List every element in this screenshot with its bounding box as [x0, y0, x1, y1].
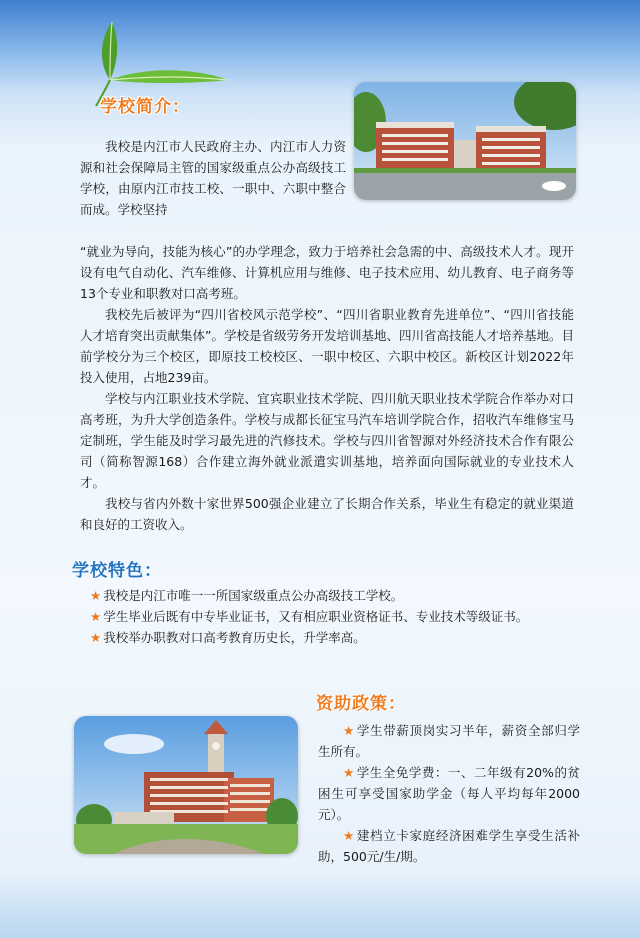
intro-paragraph-4: 我校与省内外数十家世界500强企业建立了长期合作关系，毕业生有稳定的就业渠道和良好的工资收入。	[80, 496, 574, 532]
intro-body	[80, 241, 574, 535]
intro-paragraph-1: “就业为导向，技能为核心”的办学理念，致力于培养社会急需的中、高级技术人才。现开设有电气自动化、汽车维修、计算机应用与维修、电子技术应用、幼儿教育、电子商务等13个专业和职教对口高考班。	[80, 244, 574, 301]
star-icon: ★	[90, 630, 102, 645]
aid-title: 资助政策：	[316, 694, 406, 714]
intro-text-top: 我校是内江市人民政府主办、内江市人力资源和社会保障局主管的国家级重点公办高级技工学校，由原内江市技工校、一职中、六职中整合而成。学校坚持	[80, 139, 346, 217]
feature-item: ★ 学生毕业后既有中专毕业证书，又有相应职业资格证书、专业技术等级证书。	[90, 609, 529, 624]
aid-list	[318, 720, 580, 867]
star-icon: ★	[343, 723, 355, 738]
feature-item: ★ 我校举办职教对口高考教育历史长，升学率高。	[90, 630, 366, 645]
intro-paragraph-3: 学校与内江职业技术学院、宜宾职业技术学院、四川航天职业技术学院合作举办对口高考班，为升大学创造条件。学校与成都长征宝马汽车培训学院合作，招收汽车维修宝马定制班，学生能及时学习最先进的汽修技术。学校与四川省智源对外经济技术合作有限公司（简称智源168）合作建立海外就业派遣实训基地，培养面向国际就业的专业技术人才。	[80, 391, 574, 490]
star-icon: ★	[90, 588, 102, 603]
features-list	[90, 585, 574, 648]
feature-item: ★ 我校是内江市唯一一所国家级重点公办高级技工学校。	[90, 588, 404, 603]
aid-item: ★ 学生带薪顶岗实习半年，薪资全部归学生所有。	[318, 723, 580, 759]
features-title: 学校特色：	[72, 561, 162, 581]
campus-photo-bottom	[74, 716, 298, 854]
intro-paragraph-2: 我校先后被评为“四川省校风示范学校”、“四川省职业教育先进单位”、“四川省技能人才培育突出贡献集体”。学校是省级劳务开发培训基地、四川省高技能人才培养基地。目前学校分为三个校区，即原技工校校区、一职中校区、六职中校区。新校区计划2022年投入使用，占地239亩。	[80, 307, 574, 385]
star-icon: ★	[343, 765, 355, 780]
aid-item: ★ 建档立卡家庭经济困难学生享受生活补助，500元/生/期。	[318, 828, 580, 864]
star-icon: ★	[90, 609, 102, 624]
intro-paragraph-1-top	[80, 136, 346, 220]
star-icon: ★	[343, 828, 355, 843]
campus-photo-top	[354, 82, 576, 200]
aid-item: ★ 学生全免学费：一、二年级有20%的贫困生可享受国家助学金（每人平均每年2000元）。	[318, 765, 580, 822]
intro-title: 学校简介：	[100, 97, 190, 117]
